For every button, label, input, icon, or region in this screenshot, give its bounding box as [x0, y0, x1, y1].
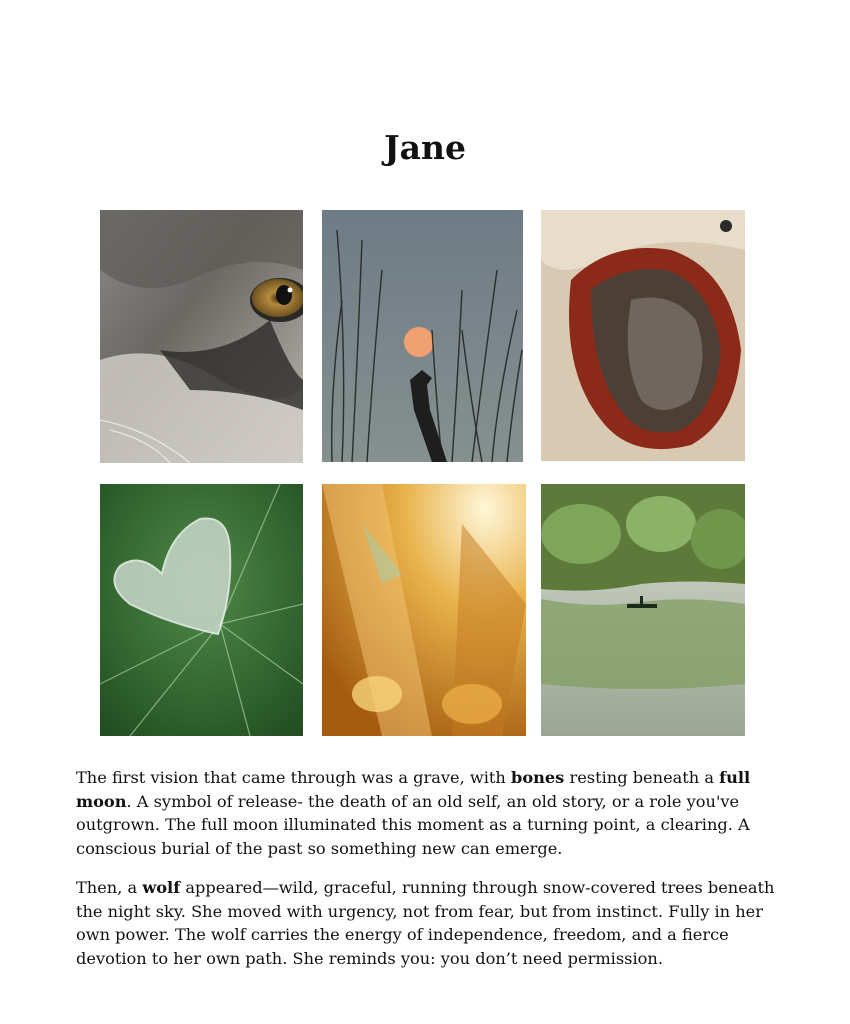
paragraph-2: [76, 876, 776, 970]
paragraph-1: [76, 766, 776, 860]
paragraph-1-bold-full-moon: full moon: [76, 768, 751, 811]
paragraph-1-bold-bones: bones: [511, 768, 565, 787]
golden-light-image: [322, 484, 526, 736]
paragraph-2-text-2: appeared—wild, graceful, running through snow-covered trees beneath the night sky. She moved with urgency, not from fear, but from instinct. Fully in her own power. The wolf carries the energy of independence, freedom, and a fierce devotion to her own path. She reminds you: you don’t need permission.: [76, 878, 775, 968]
heart-drop-image: [100, 484, 303, 736]
wolf-eye-image: [100, 210, 303, 463]
tree-bark-image: [541, 210, 745, 461]
paragraph-2-text-1: Then, a: [76, 878, 143, 897]
paragraph-1-text-2: resting beneath a: [564, 768, 720, 787]
paragraph-2-bold-wolf: wolf: [142, 878, 181, 897]
paragraph-1-text-3: . A symbol of release- the death of an old self, an old story, or a role you've outgrown. The full moon illuminated this moment as a turning point, a clearing. A conscious burial of the past so something new can emerge.: [76, 791, 750, 858]
page-title: Jane: [384, 128, 466, 167]
full-moon-image: [322, 210, 523, 462]
paragraph-1-text-1: The first vision that came through was a grave, with: [76, 768, 511, 787]
lake-reflection-image: [541, 484, 745, 736]
